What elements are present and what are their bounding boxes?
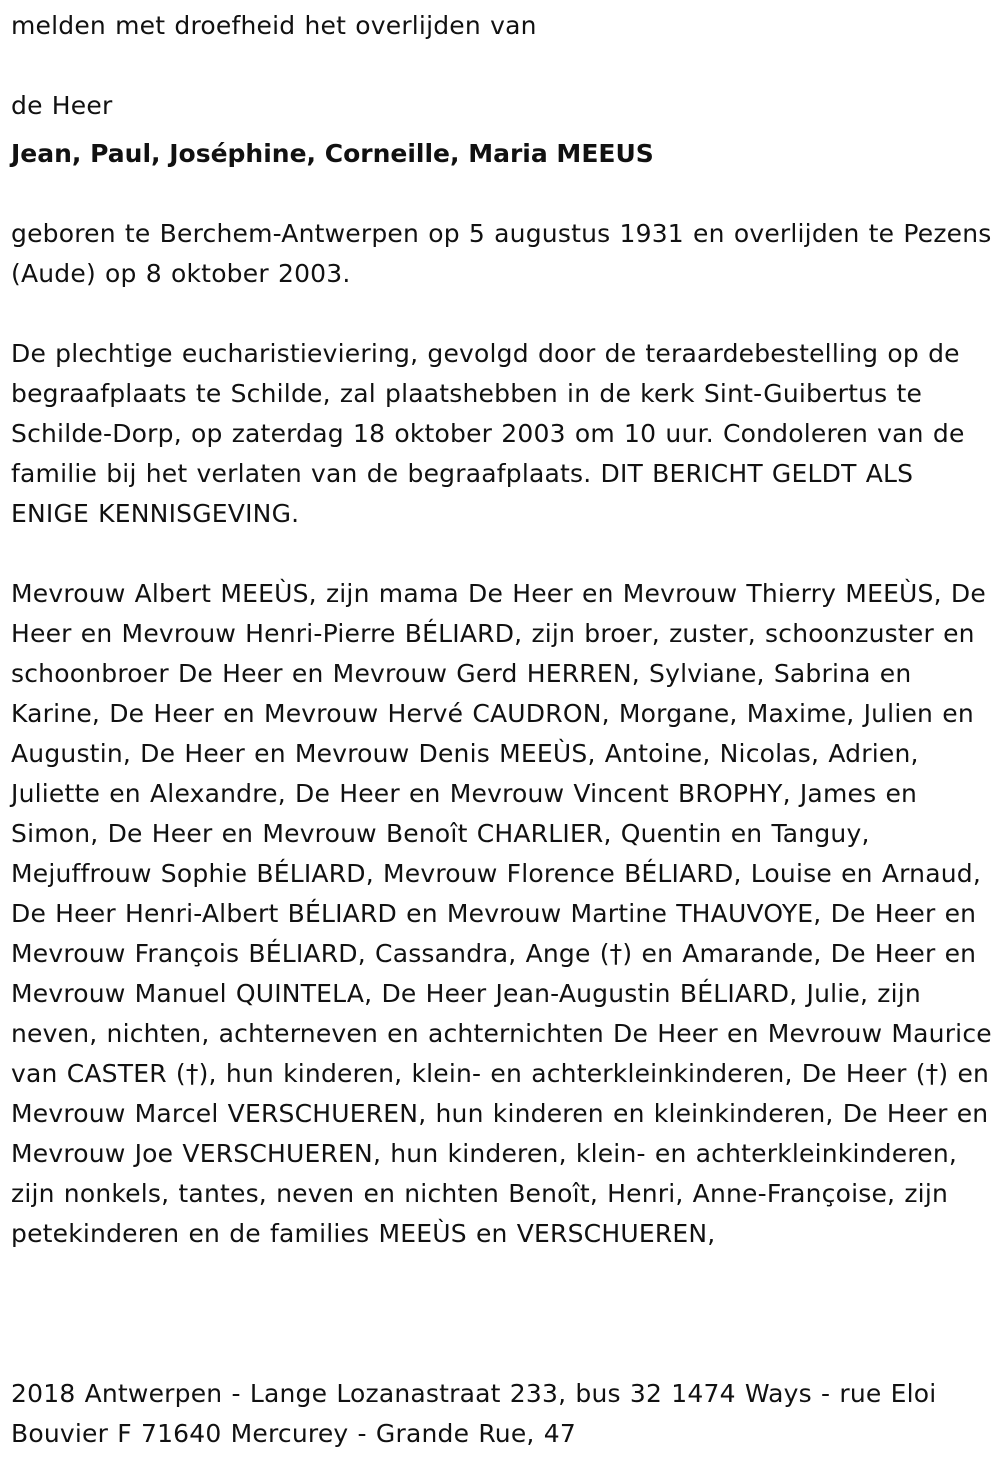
salutation: de Heer: [11, 91, 113, 120]
addresses-paragraph: 2018 Antwerpen - Lange Lozanastraat 233, bus 32 1474 Ways - rue Eloi Bouvier F 71640 Mercurey - Grande Rue, 47: [11, 1379, 937, 1448]
family-paragraph: Mevrouw Albert MEEÙS, zijn mama De Heer en Mevrouw Thierry MEEÙS, De Heer en Mevrouw Henri-Pierre BÉLIARD, zijn broer, zuster, schoonzuster en schoonbroer De Heer en Mevrouw Gerd HERREN, Sylviane, Sabrina en Karine, De Heer en Mevrouw Hervé CAUDRON, Morgane, Maxime, Julien en Augustin, De Heer en Mevrouw Denis MEEÙS, Antoine, Nicolas, Adrien, Juliette en Alexandre, De Heer en Mevrouw Vincent BROPHY, James en Simon, De Heer en Mevrouw Benoît CHARLIER, Quentin en Tanguy, Mejuffrouw Sophie BÉLIARD, Mevrouw Florence BÉLIARD, Louise en Arnaud, De Heer Henri-Albert BÉLIARD en Mevrouw Martine THAUVOYE, De Heer en Mevrouw François BÉLIARD, Cassandra, Ange (†) en Amarande, De Heer en Mevrouw Manuel QUINTELA, De Heer Jean-Augustin BÉLIARD, Julie, zijn neven, nichten, achterneven en achternichten De Heer en Mevrouw Maurice van CASTER (†), hun kinderen, klein- en achterkleinkinderen, De Heer (†) en Mevrouw Marcel VERSCHUEREN, hun kinderen en kleinkinderen, De Heer en Mevrouw Joe VERSCHUEREN, hun kinderen, klein- en achterkleinkinderen, zijn nonkels, tantes, neven en nichten Benoît, Henri, Anne-Françoise, zijn petekinderen en de families MEEÙS en VERSCHUEREN,: [11, 579, 992, 1248]
intro-text: melden met droefheid het overlijden van: [11, 11, 537, 40]
ceremony-paragraph: De plechtige eucharistieviering, gevolgd door de teraardebestelling op de begraafplaats te Schilde, zal plaatshebben in de kerk Sint-Guibertus te Schilde-Dorp, op zaterdag 18 oktober 2003 om 10 uur. Condoleren van de familie bij het verlaten van de begraafplaats. DIT BERICHT GELDT ALS ENIGE KENNISGEVING.: [11, 339, 965, 528]
birth-death-paragraph: geboren te Berchem-Antwerpen op 5 augustus 1931 en overlijden te Pezens (Aude) op 8 oktober 2003.: [11, 219, 992, 288]
deceased-name: Jean, Paul, Joséphine, Corneille, Maria MEEUS: [11, 139, 654, 168]
